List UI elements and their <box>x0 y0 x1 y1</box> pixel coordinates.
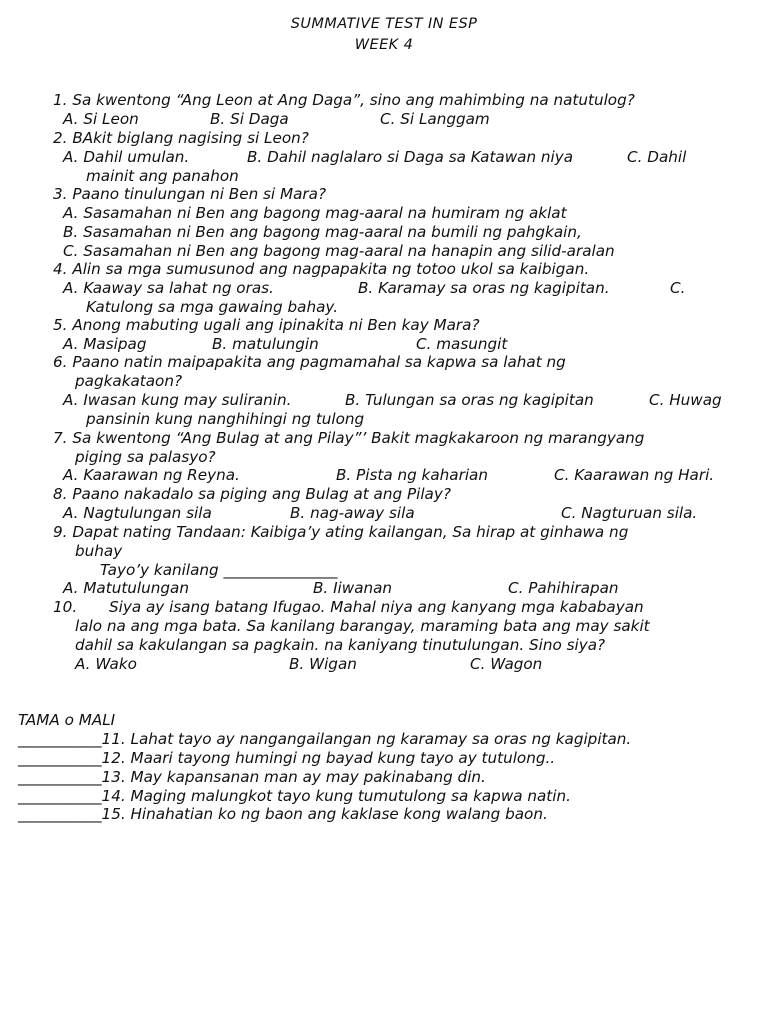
question-3-option-a: A. Sasamahan ni Ben ang bagong mag-aaral na humiram ng aklat <box>63 204 567 222</box>
question-4-option-a: A. Kaaway sa lahat ng oras. <box>63 279 274 297</box>
question-9-option-a: A. Matutulungan <box>63 579 189 597</box>
question-7-option-c: C. Kaarawan ng Hari. <box>554 466 715 484</box>
tama-o-mali-item-11: ___________11. Lahat tayo ay nangangailangan ng karamay sa oras ng kagipitan. <box>18 730 632 748</box>
question-5-option-c: C. masungit <box>416 335 508 353</box>
tama-o-mali-item-15: ___________15. Hinahatian ko ng baon ang kaklase kong walang baon. <box>18 805 548 823</box>
question-10-stem-cont-1: lalo na ang mga bata. Sa kanilang barangay, maraming bata ang may sakit <box>75 617 650 635</box>
question-10-option-c: C. Wagon <box>470 655 543 673</box>
question-6-option-c: C. Huwag <box>649 391 722 409</box>
question-9-stem: 9. Dapat nating Tandaan: Kaibiga’y ating kailangan, Sa hirap at ginhawa ng <box>53 523 629 541</box>
tama-o-mali-heading: TAMA o MALI <box>18 711 116 729</box>
question-9-option-c: C. Pahihirapan <box>508 579 619 597</box>
question-5-stem: 5. Anong mabuting ugali ang ipinakita ni Ben kay Mara? <box>53 316 480 334</box>
question-1-stem: 1. Sa kwentong “Ang Leon at Ang Daga”, sino ang mahimbing na natutulog? <box>53 91 635 109</box>
question-8-stem: 8. Paano nakadalo sa piging ang Bulag at ang Pilay? <box>53 485 451 503</box>
question-9-option-b: B. Iiwanan <box>313 579 393 597</box>
question-10-option-b: B. Wigan <box>289 655 357 673</box>
question-5-option-b: B. matulungin <box>212 335 319 353</box>
tama-o-mali-item-13: ___________13. May kapansanan man ay may pakinabang din. <box>18 768 486 786</box>
question-3-stem: 3. Paano tinulungan ni Ben si Mara? <box>53 185 327 203</box>
question-2-stem: 2. BAkit biglang nagising si Leon? <box>53 129 309 147</box>
question-8-option-c: C. Nagturuan sila. <box>561 504 698 522</box>
question-3-option-c: C. Sasamahan ni Ben ang bagong mag-aaral na hanapin ang silid-aralan <box>63 242 615 260</box>
question-3-option-b: B. Sasamahan ni Ben ang bagong mag-aaral na bumili ng pahgkain, <box>63 223 582 241</box>
question-9-fill-blank: Tayo’y kanilang _______________ <box>100 561 338 579</box>
question-8-option-a: A. Nagtulungan sila <box>63 504 212 522</box>
question-1-option-b: B. Si Daga <box>210 110 289 128</box>
question-4-option-c-cont: Katulong sa mga gawaing bahay. <box>86 298 339 316</box>
question-2-option-a: A. Dahil umulan. <box>63 148 190 166</box>
question-4-option-b: B. Karamay sa oras ng kagipitan. <box>358 279 610 297</box>
question-1-option-c: C. Si Langgam <box>380 110 490 128</box>
tama-o-mali-item-12: ___________12. Maari tayong humingi ng bayad kung tayo ay tutulong.. <box>18 749 556 767</box>
question-7-option-a: A. Kaarawan ng Reyna. <box>63 466 240 484</box>
question-2-option-b: B. Dahil naglalaro si Daga sa Katawan niya <box>247 148 574 166</box>
question-10-stem: Siya ay isang batang Ifugao. Mahal niya ang kanyang mga kababayan <box>109 598 644 616</box>
question-10-number: 10. <box>53 598 78 616</box>
question-1-option-a: A. Si Leon <box>63 110 139 128</box>
question-2-option-c: C. Dahil <box>627 148 687 166</box>
question-7-stem: 7. Sa kwentong “Ang Bulag at ang Pilay”’ Bakit magkakaroon ng marangyang <box>53 429 645 447</box>
tama-o-mali-item-14: ___________14. Maging malungkot tayo kung tumutulong sa kapwa natin. <box>18 787 571 805</box>
question-6-option-c-cont: pansinin kung nanghihingi ng tulong <box>86 410 365 428</box>
question-8-option-b: B. nag-away sila <box>290 504 415 522</box>
question-10-option-a: A. Wako <box>75 655 137 673</box>
page-title: SUMMATIVE TEST IN ESP <box>290 16 478 32</box>
question-6-stem-cont: pagkakataon? <box>75 372 183 390</box>
question-9-stem-cont: buhay <box>75 542 123 560</box>
question-10-stem-cont-2: dahil sa kakulangan sa pagkain. na kaniyang tinutulungan. Sino siya? <box>75 636 606 654</box>
question-4-stem: 4. Alin sa mga sumusunod ang nagpapakita ng totoo ukol sa kaibigan. <box>53 260 590 278</box>
question-6-option-a: A. Iwasan kung may suliranin. <box>63 391 292 409</box>
question-4-option-c: C. <box>670 279 686 297</box>
question-7-stem-cont: piging sa palasyo? <box>75 448 216 466</box>
question-6-stem: 6. Paano natin maipapakita ang pagmamahal sa kapwa sa lahat ng <box>53 353 566 371</box>
question-6-option-b: B. Tulungan sa oras ng kagipitan <box>345 391 594 409</box>
question-7-option-b: B. Pista ng kaharian <box>336 466 488 484</box>
question-5-option-a: A. Masipag <box>63 335 147 353</box>
page-subtitle: WEEK 4 <box>354 37 414 53</box>
question-2-option-c-cont: mainit ang panahon <box>86 167 239 185</box>
